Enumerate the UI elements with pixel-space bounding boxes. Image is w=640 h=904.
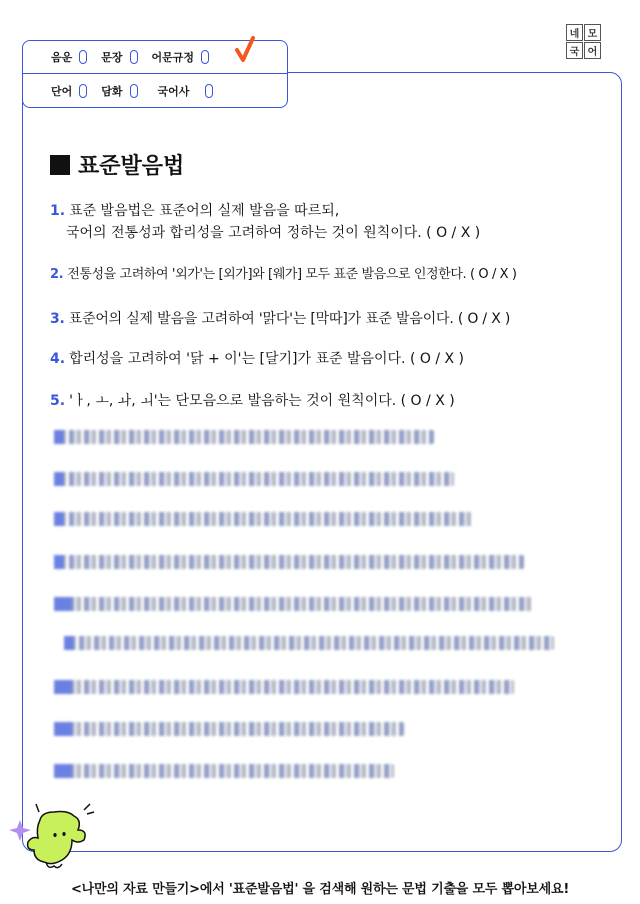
tab-discourse[interactable] bbox=[101, 83, 137, 99]
tab-label: 단어 bbox=[51, 84, 73, 98]
question-number: 5. bbox=[50, 393, 66, 409]
tab-label: 문장 bbox=[101, 51, 123, 64]
heading-text: 표준발음법 bbox=[78, 154, 185, 179]
question-number: 3. bbox=[50, 311, 65, 327]
tab-row bbox=[23, 74, 287, 107]
mascot-icon bbox=[6, 800, 116, 875]
question-4 bbox=[50, 348, 464, 370]
question-text: 표준 발음법은 표준어의 실제 발음을 따르되, bbox=[69, 203, 340, 219]
question-text: 합리성을 고려하여 '닭 + 이'는 [달기]가 표준 발음이다. ( O / X ) bbox=[69, 351, 464, 367]
tab-label: 어문규정 bbox=[151, 51, 195, 64]
checkbox[interactable] bbox=[205, 84, 213, 98]
tab-label: 음운 bbox=[51, 51, 73, 64]
footer-text: <나만의 자료 만들기>에서 '표준발음법' 을 검색해 원하는 문법 기출을 모두 뽑아보세요! bbox=[70, 882, 570, 897]
logo-char: 모 bbox=[584, 24, 601, 41]
tab-sentence[interactable] bbox=[101, 49, 137, 65]
obscured-question bbox=[54, 722, 404, 736]
obscured-question bbox=[54, 597, 534, 611]
checkbox[interactable] bbox=[130, 50, 138, 64]
checkbox[interactable] bbox=[130, 84, 138, 98]
tab-label: 담화 bbox=[101, 84, 123, 98]
checkbox[interactable] bbox=[79, 50, 87, 64]
question-text: 표준어의 실제 발음을 고려하여 '맑다'는 [막따]가 표준 발음이다. ( O / X ) bbox=[68, 311, 511, 327]
question-2 bbox=[50, 264, 517, 286]
obscured-question bbox=[64, 636, 554, 650]
question-5 bbox=[50, 390, 455, 412]
question-text: 전통성을 고려하여 '외가'는 [외가]와 [웨가] 모두 표준 발음으로 인정한다. ( O / X ) bbox=[67, 267, 517, 282]
question-3 bbox=[50, 308, 510, 330]
question-1 bbox=[50, 200, 480, 244]
check-mark-icon bbox=[234, 36, 256, 64]
tab-orthography[interactable] bbox=[152, 49, 210, 65]
section-heading bbox=[50, 149, 184, 180]
question-number: 1. bbox=[50, 203, 66, 219]
obscured-question bbox=[54, 472, 454, 486]
obscured-question bbox=[54, 680, 514, 694]
obscured-question bbox=[54, 555, 524, 569]
checkbox[interactable] bbox=[201, 50, 209, 64]
obscured-question bbox=[54, 764, 394, 778]
question-number: 4. bbox=[50, 351, 66, 367]
heading-square-icon bbox=[50, 155, 70, 175]
obscured-question bbox=[54, 430, 434, 444]
checkbox[interactable] bbox=[79, 84, 87, 98]
obscured-question bbox=[54, 512, 474, 526]
logo-char: 어 bbox=[584, 42, 601, 59]
logo-char: 국 bbox=[566, 42, 583, 59]
question-text: 'ㅏ, ㅗ, ㅘ, ㅚ'는 단모음으로 발음하는 것이 원칙이다. ( O / X ) bbox=[69, 393, 455, 409]
question-number: 2. bbox=[50, 267, 64, 282]
question-text: 국어의 전통성과 합리성을 고려하여 정하는 것이 원칙이다. ( O / X ) bbox=[66, 225, 481, 241]
tab-word[interactable] bbox=[51, 83, 87, 99]
logo-char: 네 bbox=[566, 24, 583, 41]
tab-phonology[interactable] bbox=[51, 49, 87, 65]
tab-label: 국어사 bbox=[157, 84, 190, 98]
tab-history[interactable] bbox=[158, 83, 214, 99]
logo bbox=[566, 24, 601, 59]
